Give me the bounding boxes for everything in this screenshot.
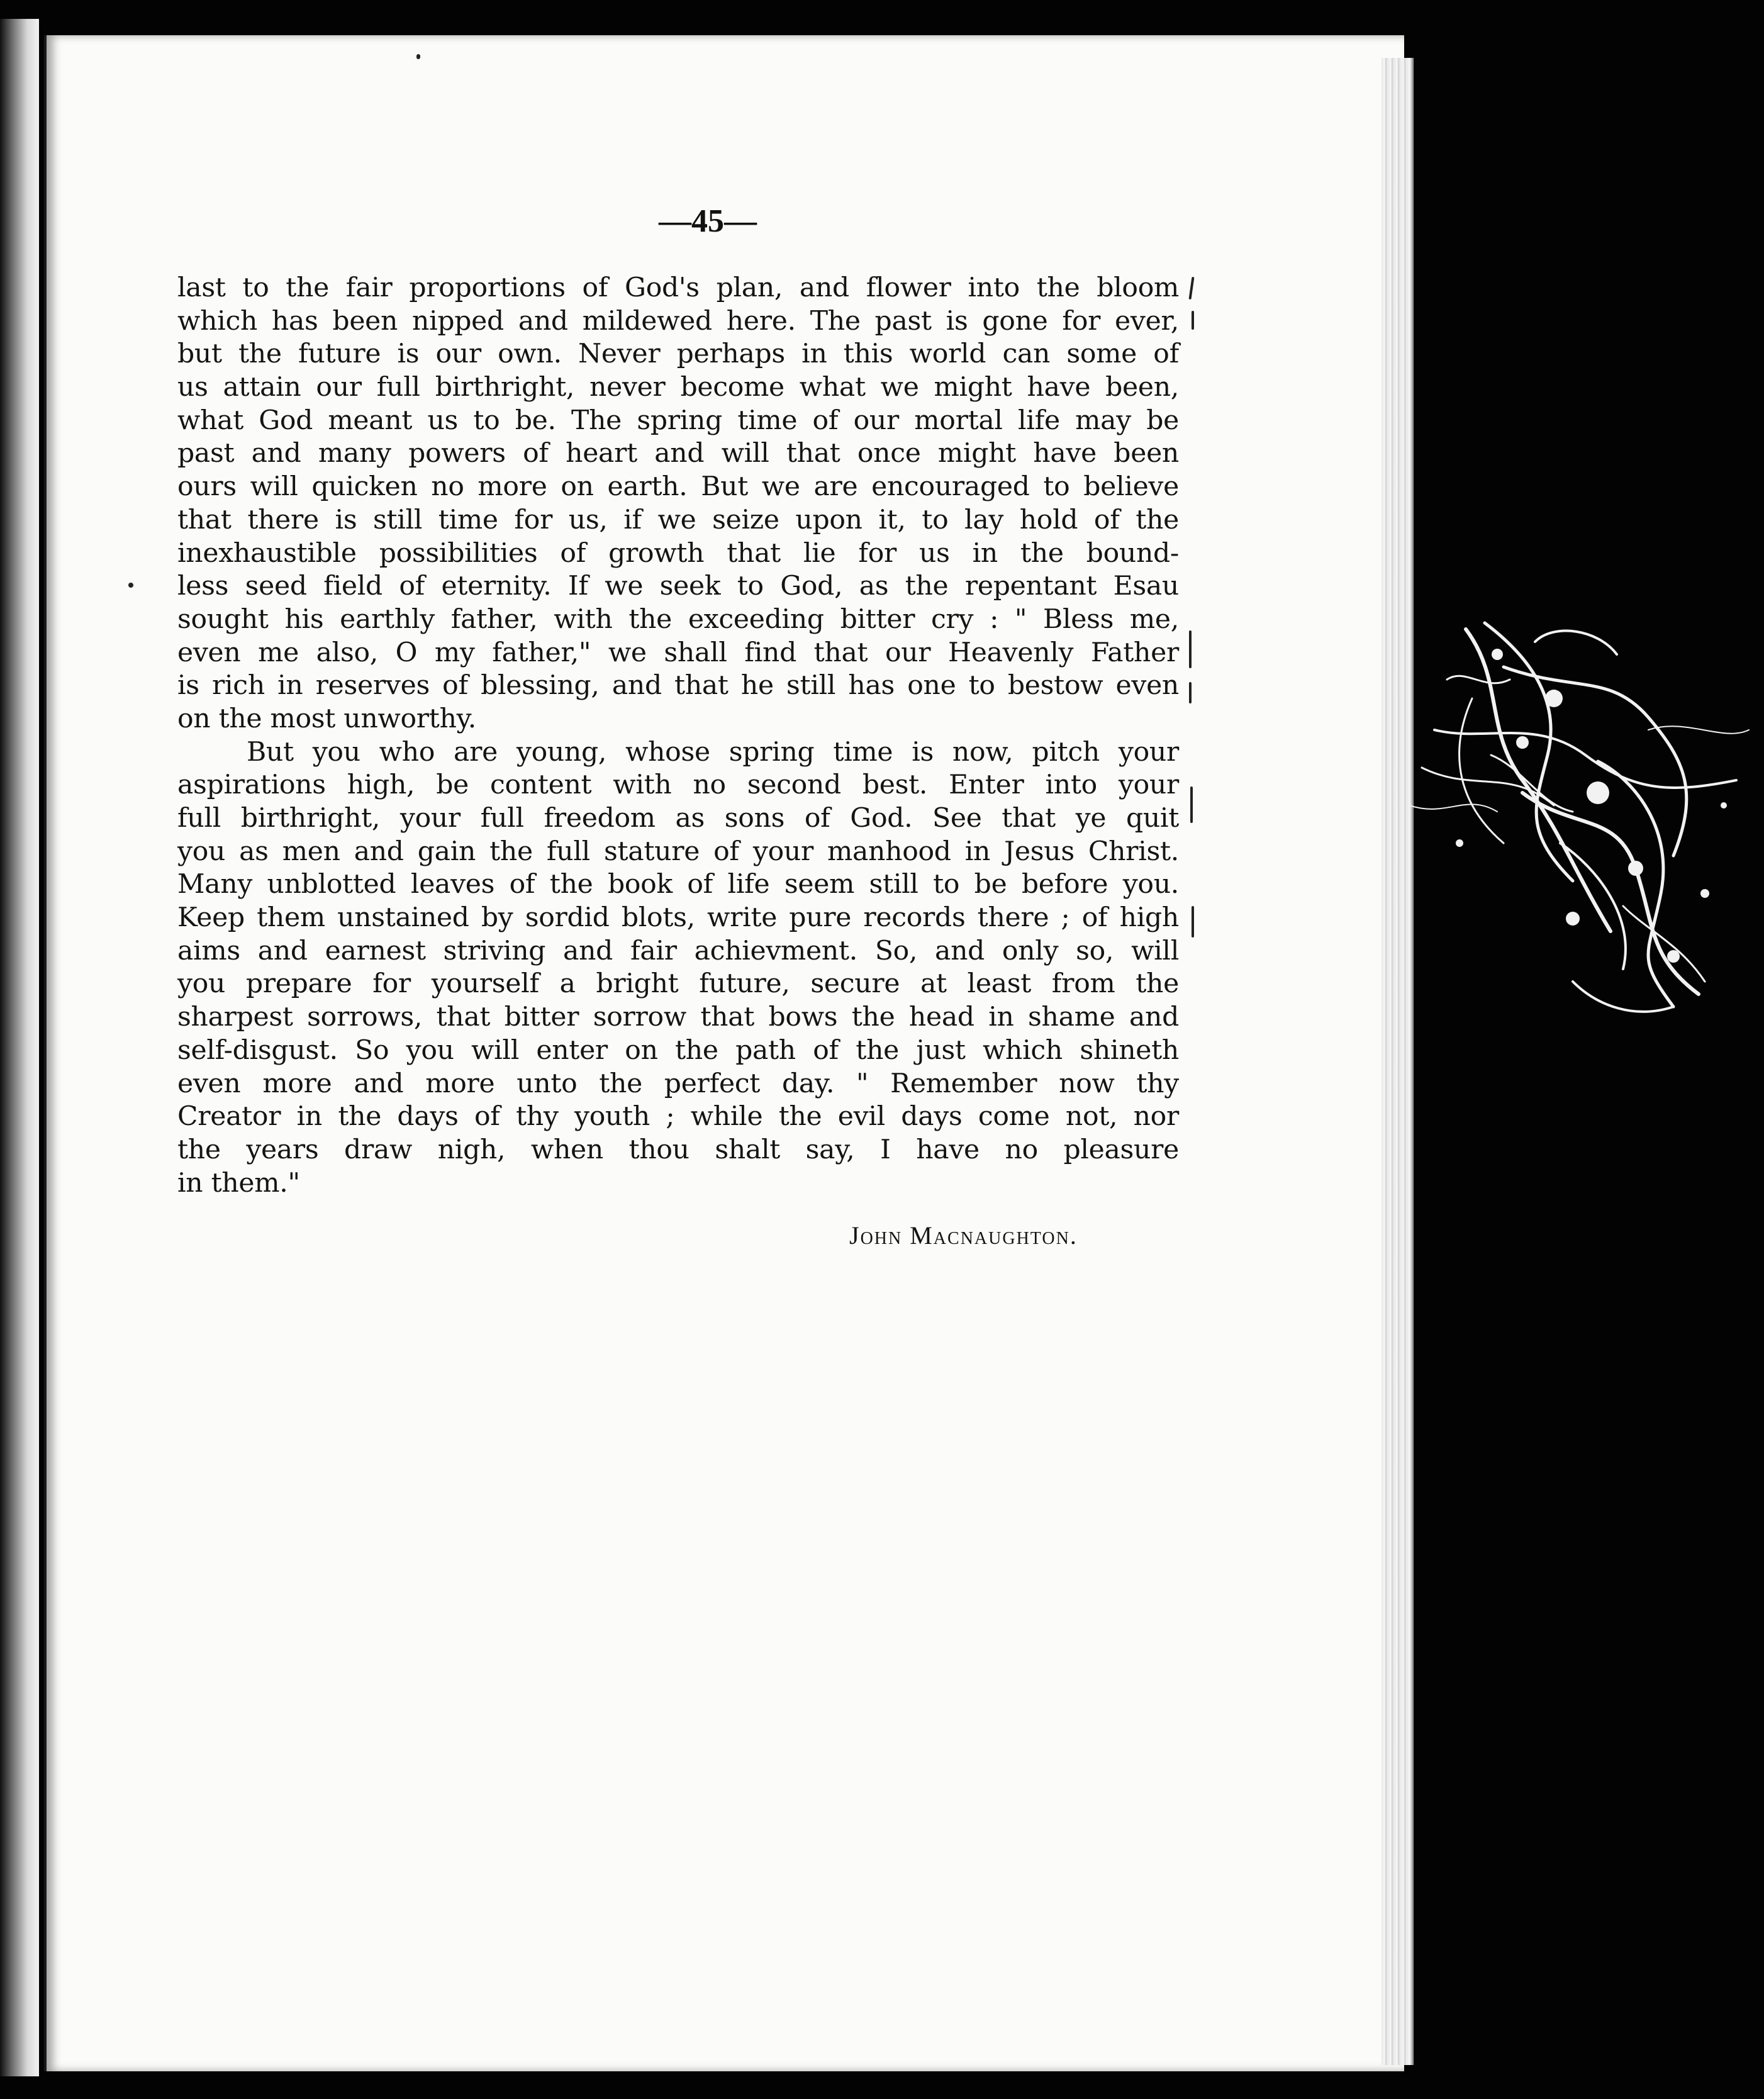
- text-line: but the future is our own. Never perhaps in this world can some of: [177, 339, 1179, 370]
- text-line: full birthright, your full freedom as sons of God. See that ye quit: [177, 803, 1179, 834]
- margin-mark: [1189, 682, 1192, 703]
- text-line: even more and more unto the perfect day. " Remember now thy: [177, 1068, 1179, 1099]
- text-line: on the most unworthy.: [177, 703, 476, 734]
- text-line: ours will quicken no more on earth. But we are encouraged to believe: [177, 471, 1179, 503]
- text-line: the years draw nigh, when thou shalt say, I have no pleasure: [177, 1134, 1179, 1165]
- text-line: even me also, O my father," we shall find that our Heavenly Father: [177, 637, 1179, 668]
- text-line: you as men and gain the full stature of your manhood in Jesus Christ.: [177, 836, 1179, 867]
- page-number: —45—: [659, 203, 757, 239]
- text-line: But you who are young, whose spring time is now, pitch your: [247, 736, 1179, 768]
- text-line: that there is still time for us, if we seize upon it, to lay hold of the: [177, 504, 1179, 535]
- text-line: Keep them unstained by sordid blots, write pure records there ; of high: [177, 902, 1179, 934]
- previous-page-edge: [0, 19, 39, 2076]
- text-line: inexhaustible possibilities of growth that lie for us in the bound-: [177, 537, 1179, 569]
- text-line: Creator in the days of thy youth ; while the evil days come not, nor: [177, 1101, 1179, 1133]
- body-text: [177, 272, 1179, 1200]
- text-line: what God meant us to be. The spring time of our mortal life may be: [177, 405, 1179, 436]
- text-line: less seed field of eternity. If we seek to God, as the repentant Esau: [177, 571, 1179, 602]
- margin-mark: [1190, 786, 1193, 823]
- text-line: sought his earthly father, with the exceeding bitter cry : " Bless me,: [177, 603, 1179, 635]
- text-line: Many unblotted leaves of the book of life seem still to be before you.: [177, 869, 1179, 900]
- text-line: aims and earnest striving and fair achievment. So, and only so, will: [177, 935, 1179, 966]
- margin-mark: [1189, 630, 1192, 668]
- page-stack-edge: [1382, 58, 1414, 2065]
- speck: [416, 54, 420, 59]
- author-signature: John Macnaughton.: [849, 1221, 1078, 1250]
- text-line: last to the fair proportions of God's plan, and flower into the bloom: [177, 272, 1179, 303]
- text-line: in them.": [177, 1167, 300, 1199]
- text-line: us attain our full birthright, never become what we might have been,: [177, 372, 1179, 403]
- speck: [128, 583, 133, 588]
- text-line: which has been nipped and mildewed here. The past is gone for ever,: [177, 305, 1179, 337]
- text-line: you prepare for yourself a bright future, secure at least from the: [177, 968, 1179, 1000]
- text-line: is rich in reserves of blessing, and that he still has one to bestow even: [177, 670, 1179, 702]
- text-line: aspirations high, be content with no second best. Enter into your: [177, 770, 1179, 801]
- text-line: self-disgust. So you will enter on the path of the just which shineth: [177, 1034, 1179, 1066]
- margin-mark: [1192, 906, 1194, 938]
- margin-mark: [1192, 311, 1194, 330]
- text-line: sharpest sorrows, that bitter sorrow that bows the head in shame and: [177, 1002, 1179, 1033]
- dust-fibers: [1409, 604, 1761, 1057]
- text-line: past and many powers of heart and will that once might have been: [177, 438, 1179, 469]
